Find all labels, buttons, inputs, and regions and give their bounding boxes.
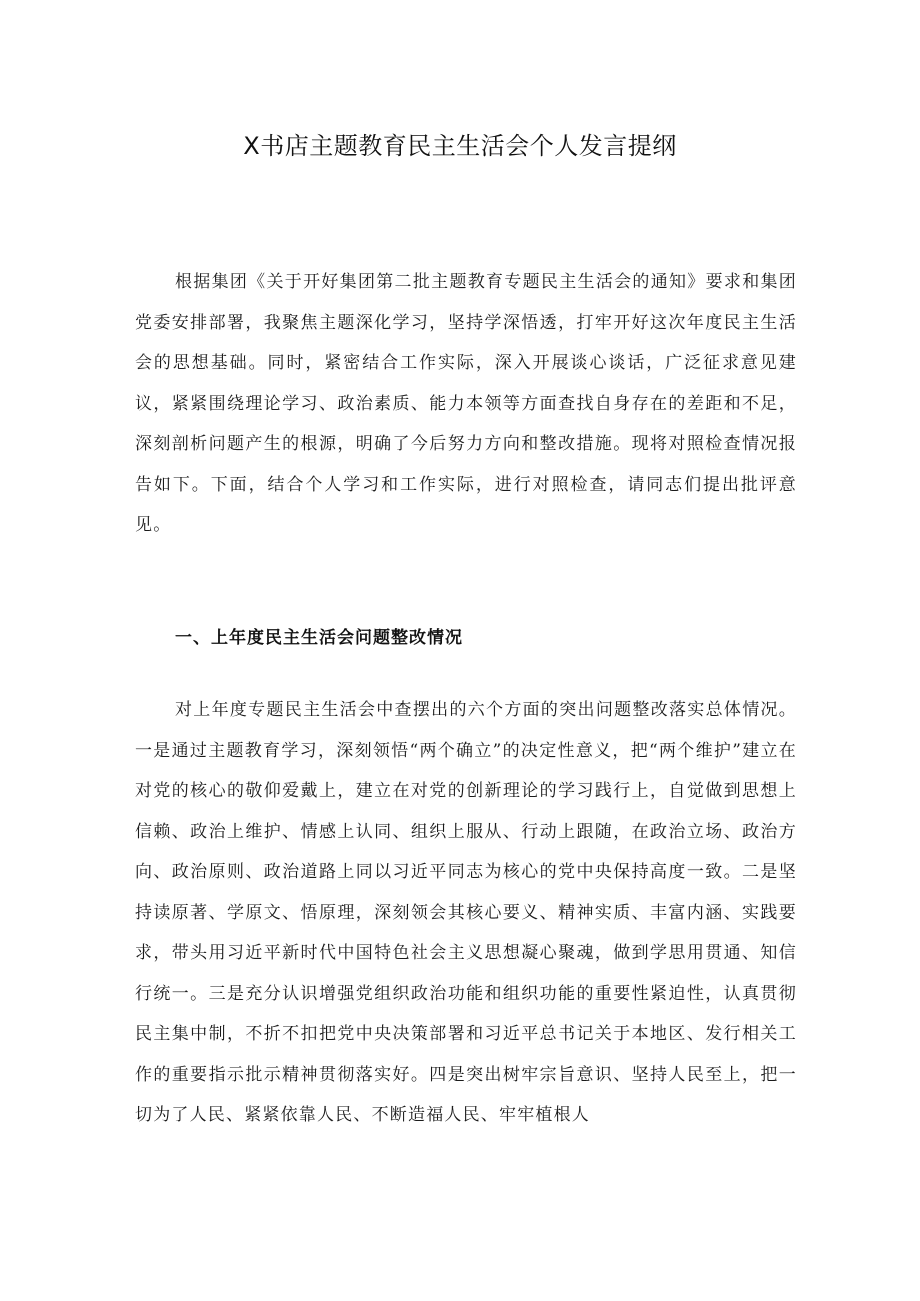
document-title: X书店主题教育民主生活会个人发言提纲: [243, 132, 677, 160]
section-heading: 一、上年度民主生活会问题整改情况: [175, 628, 463, 648]
section-paragraph: 对上年度专题民主生活会中查摆出的六个方面的突出问题整改落实总体情况。一是通过主题教育学习，深刻领悟“两个确立”的决定性意义，把“两个维护”建立在对党的核心的敬仰爱戴上，建立在对党的创新理论的学习践行上，自觉做到思想上信赖、政治上维护、情感上认同、组织上服从、行动上跟随，在政治立场、政治方向、政治原则、政治道路上同以习近平同志为核心的党中央保持高度一致。二是坚持读原著、学原文、悟原理，深刻领会其核心要义、精神实质、丰富内涵、实践要求，带头用习近平新时代中国特色社会主义思想凝心聚魂，做到学思用贯通、知信行统一。三是充分认识增强党组织政治功能和组织功能的重要性紧迫性，认真贯彻民主集中制，不折不扣把党中央决策部署和习近平总书记关于本地区、发行相关工作的重要指示批示精神贯彻落实好。四是突出树牢宗旨意识、坚持人民至上，把一切为了人民、紧紧依靠人民、不断造福人民、牢牢植根人: [135, 700, 797, 1125]
intro-paragraph: 根据集团《关于开好集团第二批主题教育专题民主生活会的通知》要求和集团党委安排部署，我聚焦主题深化学习，坚持学深悟透，打牢开好这次年度民主生活会的思想基础。同时，紧密结合工作实际，深入开展谈心谈话，广泛征求意见建议，紧紧围绕理论学习、政治素质、能力本领等方面查找自身存在的差距和不足，深刻剖析问题产生的根源，明确了今后努力方向和整改措施。现将对照检查情况报告如下。下面，结合个人学习和工作实际，进行对照检查，请同志们提出批评意见。: [135, 272, 797, 535]
